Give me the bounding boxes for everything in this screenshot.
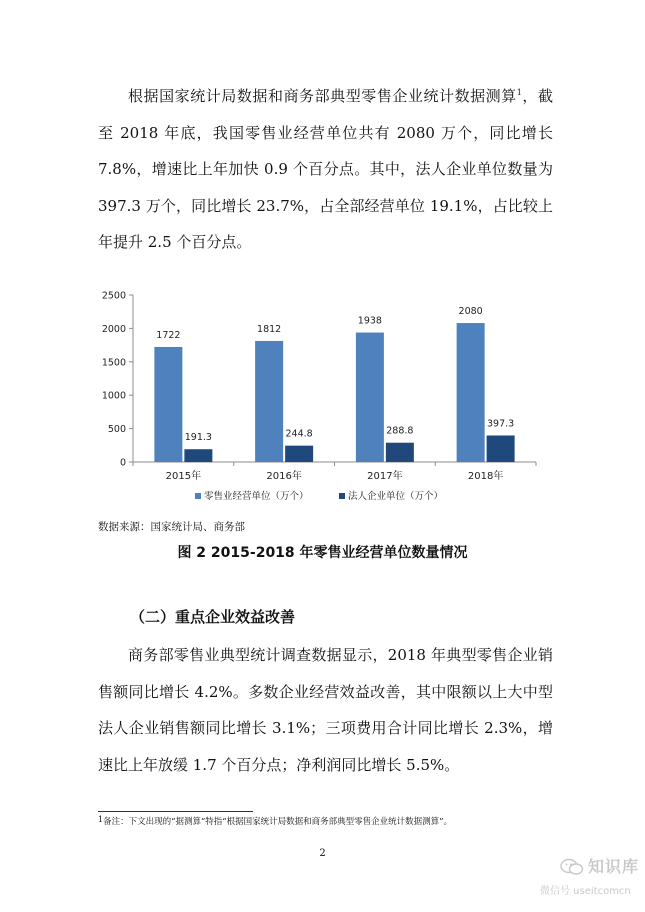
data-label: 2080	[458, 306, 483, 318]
y-tick-label: 1500	[101, 357, 126, 369]
footnote	[98, 815, 452, 827]
bar-series-1-0	[184, 449, 212, 462]
figure-title: 图 2 2015-2018 年零售业经营单位数量情况	[177, 545, 468, 561]
bar-series-1-2	[386, 443, 414, 462]
y-tick-label: 1000	[101, 390, 126, 402]
footnote-text: 备注：下文出现的“据测算”特指“根据国家统计局数据和商务部典型零售企业统计数据测算”。	[103, 817, 452, 827]
data-label: 397.3	[487, 418, 515, 430]
y-tick-label: 2500	[101, 290, 126, 302]
y-axis	[102, 291, 133, 469]
footnote-number: 1	[98, 815, 104, 824]
footnote-divider	[98, 811, 253, 812]
bars	[154, 306, 514, 462]
data-label: 244.8	[285, 428, 313, 440]
data-label: 1812	[257, 323, 282, 335]
watermark-name: 知识库	[588, 857, 640, 876]
data-label: 191.3	[184, 432, 212, 444]
x-tick-label: 2018年	[467, 471, 504, 482]
wechat-logo-icon	[560, 858, 584, 876]
bar-series-0-3	[457, 323, 485, 462]
efficiency-paragraph: 商务部零售业典型统计调查数据显示，2018 年典型零售企业销售额同比增长 4.2%。多数企业经营效益改善，其中限额以上大中型法人企业销售额同比增长 3.1%；三项费用合计同比增长 2.3%，增速比上年放缓 1.7 个百分点；净利润同比增长 5.5%。	[98, 646, 553, 774]
legend-label-1: 法人企业单位（万个）	[348, 491, 444, 502]
source-note: 数据来源：国家统计局、商务部	[98, 521, 245, 533]
retail-units-bar-chart	[96, 282, 546, 514]
page-number: 2	[319, 848, 326, 859]
legend-label-0: 零售业经营单位（万个）	[204, 491, 309, 502]
wechat-watermark	[540, 852, 645, 907]
bar-series-1-1	[285, 446, 313, 462]
watermark-account: 微信号 useitcomcn	[540, 886, 631, 897]
x-axis	[133, 462, 536, 482]
bar-series-0-2	[356, 333, 384, 462]
bar-series-0-1	[255, 341, 283, 462]
y-tick-label: 500	[107, 424, 126, 436]
footnote-reference[interactable]: 1	[516, 88, 522, 97]
data-label: 1722	[156, 329, 181, 341]
data-label: 1938	[357, 315, 382, 327]
legend-swatch-1	[339, 493, 345, 499]
legend-swatch-0	[195, 493, 201, 499]
y-tick-label: 2000	[101, 323, 126, 335]
bar-series-0-0	[154, 347, 182, 462]
data-label: 288.8	[386, 425, 414, 437]
x-tick-label: 2015年	[165, 471, 202, 482]
intro-paragraph: 根据国家统计局数据和商务部典型零售企业统计数据测算$^1$，截至 2018 年底，我国零售业经营单位共有 2080 万个，同比增长 7.8%，增速比上年加快 0.9 个百分点。其中，法人企业单位数量为 397.3 万个，同比增长 23.7%，占全部经营单位 19.1%，占比较上年提升 2.5 个百分点。	[98, 87, 553, 251]
section-heading: （二）重点企业效益改善	[130, 608, 296, 626]
legend	[195, 490, 443, 502]
y-tick-label: 0	[119, 457, 126, 469]
x-tick-label: 2016年	[266, 471, 302, 482]
x-tick-label: 2017年	[367, 471, 403, 482]
bar-series-1-3	[487, 435, 515, 462]
